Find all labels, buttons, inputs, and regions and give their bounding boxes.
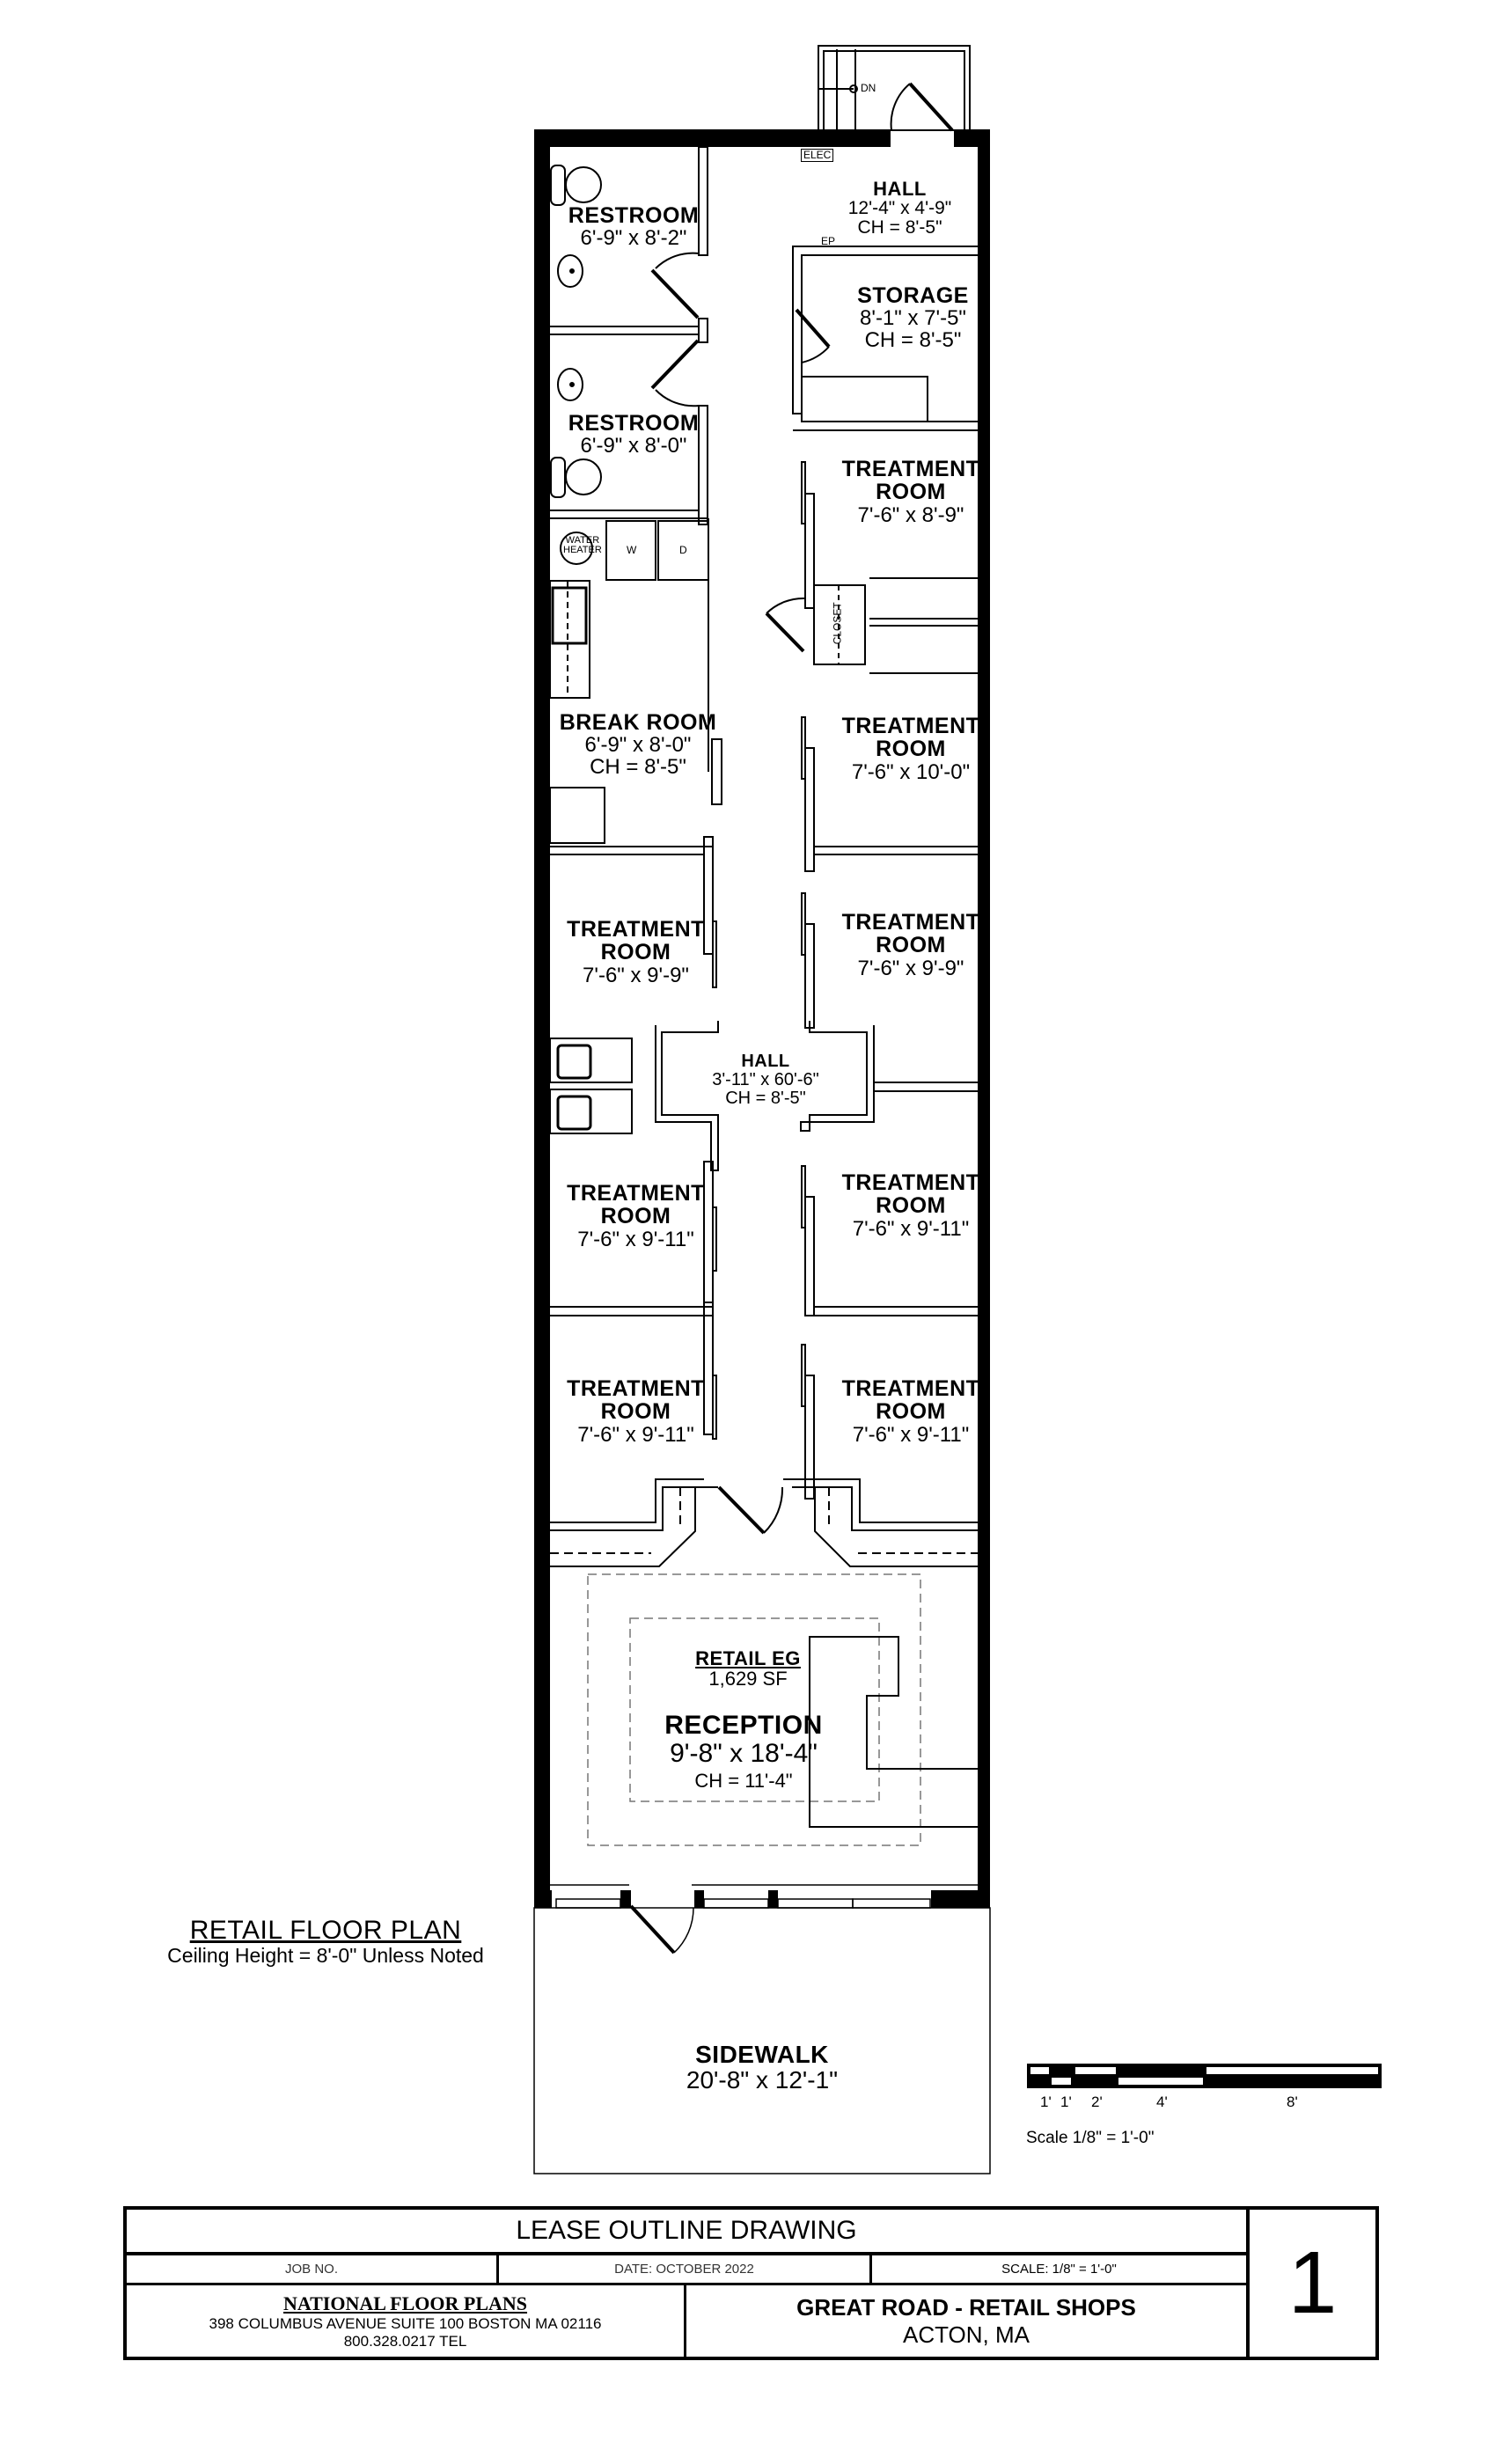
room-treatment-right-5: TREATMENT ROOM 7'-6" x 9'-11" bbox=[841, 1376, 980, 1447]
sheet-number: 1 bbox=[1287, 2233, 1338, 2332]
title-block bbox=[123, 2206, 1379, 2360]
scale-cell: SCALE: 1/8" = 1'-0" bbox=[872, 2255, 1246, 2285]
plan-title: RETAIL FLOOR PLAN bbox=[189, 1916, 462, 1945]
room-hall-center: HALL 3'-11" x 60'-6" CH = 8'-5" bbox=[712, 1052, 819, 1108]
room-treatment-left-2: TREATMENT ROOM 7'-6" x 9'-11" bbox=[567, 1181, 705, 1251]
company-name: NATIONAL FLOOR PLANS bbox=[282, 2292, 528, 2314]
company-address: 398 COLUMBUS AVENUE SUITE 100 BOSTON MA 02116 bbox=[209, 2314, 602, 2332]
project-cell bbox=[686, 2285, 1246, 2357]
scale-tick-2: 2' bbox=[1091, 2094, 1103, 2110]
room-treatment-right-3: TREATMENT ROOM 7'-6" x 9'-9" bbox=[841, 910, 980, 980]
ep-label: EP bbox=[821, 235, 836, 247]
company-phone: 800.328.0217 TEL bbox=[343, 2332, 467, 2350]
date-cell: DATE: OCTOBER 2022 bbox=[499, 2255, 872, 2285]
room-break-room: BREAK ROOM 6'-9" x 8'-0" CH = 8'-5" bbox=[559, 710, 717, 780]
room-restroom-2: RESTROOM 6'-9" x 8'-0" bbox=[568, 411, 700, 458]
drawing-title: LEASE OUTLINE DRAWING bbox=[516, 2216, 857, 2245]
exterior-walls bbox=[534, 129, 990, 1908]
area-sidewalk: SIDEWALK 20'-8" x 12'-1" bbox=[686, 2041, 839, 2094]
company-cell bbox=[127, 2285, 686, 2357]
room-hall-top: HALL 12'-4" x 4'-9" CH = 8'-5" bbox=[847, 178, 952, 238]
reception-area bbox=[588, 1574, 978, 1845]
break-room-fixtures bbox=[550, 518, 722, 843]
room-treatment-right-2: TREATMENT ROOM 7'-6" x 10'-0" bbox=[841, 714, 980, 784]
elec-panel-label: ELEC bbox=[801, 149, 833, 162]
job-number-cell: JOB NO. bbox=[127, 2255, 499, 2285]
storefront-windows bbox=[550, 1885, 978, 1953]
scale-bar bbox=[1027, 2064, 1382, 2088]
dryer-label: D bbox=[679, 544, 687, 556]
room-treatment-right-1: TREATMENT ROOM 7'-6" x 8'-9" bbox=[841, 457, 980, 527]
plan-caption bbox=[132, 1917, 519, 1966]
scale-label: Scale 1/8" = 1'-0" bbox=[1026, 2129, 1155, 2147]
room-restroom-1: RESTROOM 6'-9" x 8'-2" bbox=[568, 203, 700, 251]
title-block-title-cell bbox=[127, 2210, 1246, 2255]
project-city: ACTON, MA bbox=[903, 2321, 1030, 2348]
room-treatment-left-3: TREATMENT ROOM 7'-6" x 9'-11" bbox=[567, 1376, 705, 1447]
vestibule-walls bbox=[550, 1479, 978, 1566]
stair-down-label: DN bbox=[861, 82, 876, 94]
room-reception: RECEPTION 9'-8" x 18'-4" CH = 11'-4" bbox=[664, 1711, 823, 1792]
scale-tick-8: 8' bbox=[1287, 2094, 1298, 2110]
right-partitions bbox=[766, 246, 978, 1499]
retail-area-label: RETAIL EG 1,629 SF bbox=[695, 1647, 801, 1690]
scale-tick-1b: 1' bbox=[1060, 2094, 1072, 2110]
plan-subtitle: Ceiling Height = 8'-0" Unless Noted bbox=[167, 1943, 484, 1967]
closet-label: CLOSET bbox=[831, 602, 844, 645]
sheet-number-cell bbox=[1246, 2210, 1375, 2357]
room-treatment-right-4: TREATMENT ROOM 7'-6" x 9'-11" bbox=[841, 1170, 980, 1241]
scale-tick-4: 4' bbox=[1156, 2094, 1168, 2110]
washer-label: W bbox=[627, 544, 637, 556]
project-name: GREAT ROAD - RETAIL SHOPS bbox=[796, 2293, 1136, 2321]
room-storage: STORAGE 8'-1" x 7'-5" CH = 8'-5" bbox=[857, 283, 969, 353]
water-heater-label: WATER HEATER bbox=[563, 535, 602, 555]
scale-tick-1a: 1' bbox=[1040, 2094, 1052, 2110]
room-treatment-left-1: TREATMENT ROOM 7'-6" x 9'-9" bbox=[567, 917, 705, 987]
stair-landing bbox=[818, 46, 970, 130]
